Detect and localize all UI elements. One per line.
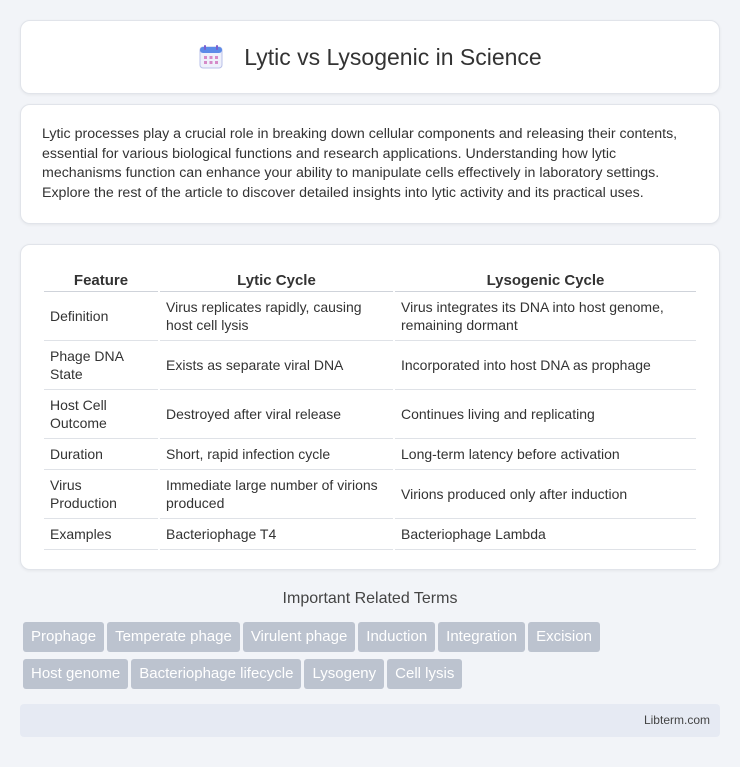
comparison-table: [42, 267, 698, 550]
tag-cell-lysis[interactable]: Cell lysis: [387, 659, 462, 689]
lytic-cell: Exists as separate viral DNA: [160, 341, 393, 390]
lysogenic-cell: Virus integrates its DNA into host genome, remaining dormant: [395, 292, 696, 341]
feature-cell: Definition: [44, 292, 158, 341]
related-terms-title: Important Related Terms: [282, 590, 458, 607]
tag-host-genome[interactable]: Host genome: [23, 659, 128, 689]
feature-cell: Duration: [44, 439, 158, 470]
table-row: [44, 439, 696, 470]
related-terms-list: [23, 622, 723, 696]
header-lytic: Lytic Cycle: [160, 267, 393, 292]
tag-virulent-phage[interactable]: Virulent phage: [243, 622, 355, 652]
footer-site-link[interactable]: Libterm.com: [643, 713, 710, 727]
tag-temperate-phage[interactable]: Temperate phage: [107, 622, 240, 652]
lysogenic-cell: Virions produced only after induction: [395, 470, 696, 519]
feature-cell: Examples: [44, 519, 158, 550]
lytic-cell: Bacteriophage T4: [160, 519, 393, 550]
lytic-cell: Immediate large number of virions produced: [160, 470, 393, 519]
lysogenic-cell: Continues living and replicating: [395, 390, 696, 439]
tag-bacteriophage-lifecycle[interactable]: Bacteriophage lifecycle: [131, 659, 301, 689]
lytic-cell: Short, rapid infection cycle: [160, 439, 393, 470]
header-feature: Feature: [44, 267, 158, 292]
page-title: Lytic vs Lysogenic in Science: [244, 43, 542, 70]
intro-card: [20, 104, 720, 224]
lytic-cell: Destroyed after viral release: [160, 390, 393, 439]
tag-induction[interactable]: Induction: [358, 622, 435, 652]
footer: [20, 704, 720, 737]
lysogenic-cell: Incorporated into host DNA as prophage: [395, 341, 696, 390]
table-row: [44, 470, 696, 519]
intro-text: Lytic processes play a crucial role in breaking down cellular components and releasing their contents, essential for various biological functions and research applications. Understanding how lytic mechanisms function can enhance your ability to manipulate cells effectively in laboratory settings. Explore the rest of the article to discover detailed insights into lytic activity and its practical uses.: [42, 126, 678, 201]
table-row: [44, 390, 696, 439]
table-row: [44, 292, 696, 341]
table-row: [44, 341, 696, 390]
feature-cell: Phage DNA State: [44, 341, 158, 390]
table-row: [44, 519, 696, 550]
header-lysogenic: Lysogenic Cycle: [395, 267, 696, 292]
lysogenic-cell: Bacteriophage Lambda: [395, 519, 696, 550]
feature-cell: Host Cell Outcome: [44, 390, 158, 439]
lytic-cell: Virus replicates rapidly, causing host cell lysis: [160, 292, 393, 341]
tag-prophage[interactable]: Prophage: [23, 622, 104, 652]
lysogenic-cell: Long-term latency before activation: [395, 439, 696, 470]
comparison-table-card: [20, 244, 720, 570]
tag-integration[interactable]: Integration: [438, 622, 525, 652]
tag-excision[interactable]: Excision: [528, 622, 600, 652]
title-card: [20, 20, 720, 94]
table-header-row: [44, 267, 696, 292]
feature-cell: Virus Production: [44, 470, 158, 519]
tag-lysogeny[interactable]: Lysogeny: [304, 659, 384, 689]
calendar-icon: [198, 44, 224, 70]
